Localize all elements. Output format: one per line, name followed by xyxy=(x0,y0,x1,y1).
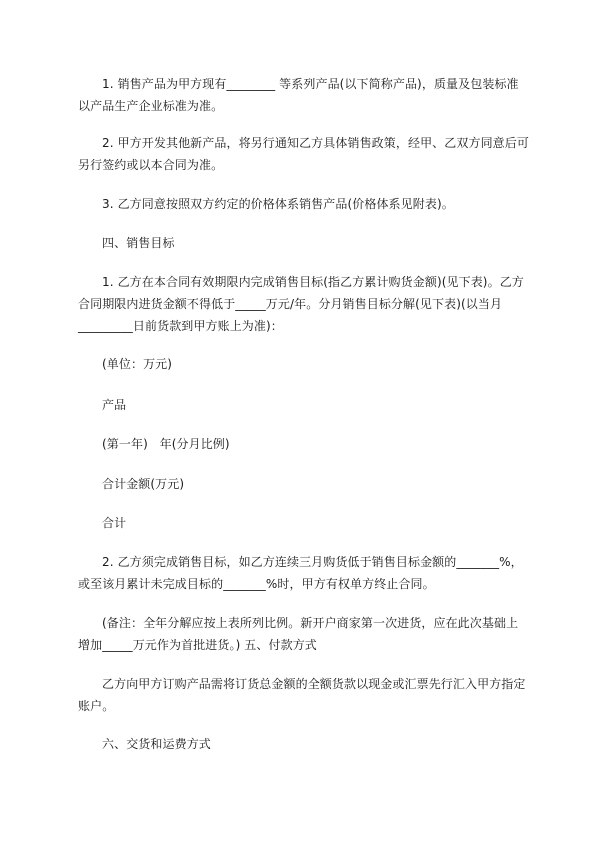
table-label-total: 合计 xyxy=(102,516,127,530)
remark-and-section-5-heading: (备注：全年分解应按上表所列比例。新开户商家第一次进货，应在此次基础上增加_____万元作为首批进货。) 五、付款方式 xyxy=(78,616,519,652)
clause-3-1-paragraph: 1. 销售产品为甲方现有________ 等系列产品(以下简称产品)，质量及包装标准以产品生产企业标准为准。 xyxy=(78,77,519,113)
unit-note: (单位：万元) xyxy=(102,357,173,371)
section-4-heading: 四、销售目标 xyxy=(102,236,175,250)
table-label-product: 产品 xyxy=(102,398,127,412)
table-label-first-year: (第一年) 年(分月比例) xyxy=(102,437,230,451)
payment-paragraph: 乙方向甲方订购产品需将订货总金额的全额货款以现金或汇票先行汇入甲方指定账户。 xyxy=(78,677,526,713)
clause-4-1-paragraph: 1. 乙方在本合同有效期限内完成销售目标(指乙方累计购货金额)(见下表)。乙方合同期限内进货金额不得低于_____万元/年。分月销售目标分解(见下表)(以当月_________日前货款到甲方账上为准)： xyxy=(78,275,524,333)
clause-3-2-paragraph: 2. 甲方开发其他新产品，将另行通知乙方具体销售政策，经甲、乙双方同意后可另行签约或以本合同为准。 xyxy=(78,136,529,172)
section-6-heading: 六、交货和运费方式 xyxy=(102,737,211,751)
table-label-total-amount: 合计金额(万元) xyxy=(102,477,185,491)
clause-4-2-paragraph: 2. 乙方须完成销售目标，如乙方连续三月购货低于销售目标金额的_______%，或至该月累计未完成目标的_______%时，甲方有权单方终止合同。 xyxy=(78,555,523,591)
clause-3-3-paragraph: 3. 乙方同意按照双方约定的价格体系销售产品(价格体系见附表)。 xyxy=(102,197,454,211)
